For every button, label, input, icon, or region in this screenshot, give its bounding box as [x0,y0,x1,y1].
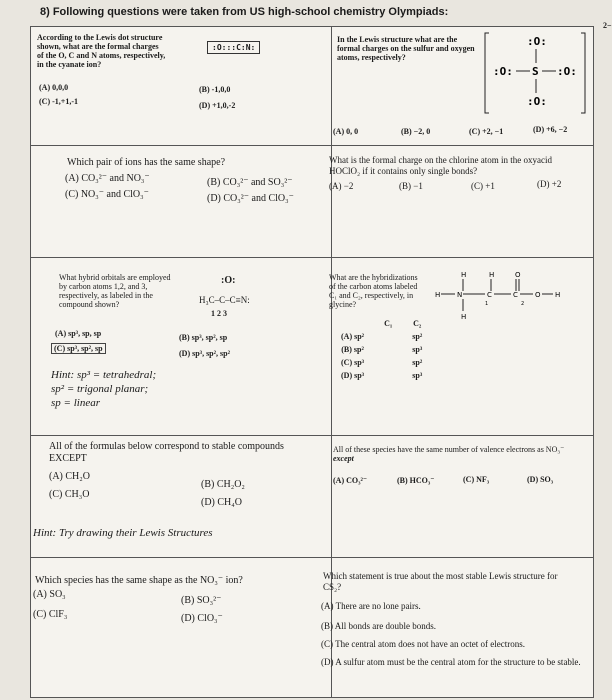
answer-a[interactable]: (A) sp³, sp, sp [55,329,102,338]
oxygen-left: :O: [493,65,513,78]
answer-c[interactable]: (C) +1 [471,181,495,191]
answer-c[interactable]: (C) ClF₃ [33,609,68,620]
question-text [333,445,581,463]
sulfur-center: S [532,65,539,78]
answer-c[interactable]: (C) NO₃⁻ and ClO₃⁻ [65,189,149,200]
answer-b[interactable]: (B) sp³, sp², sp [179,333,228,342]
answer-d[interactable]: (D) SO₃ [527,475,554,484]
svg-text:N: N [457,291,463,299]
svg-text:H: H [461,271,467,279]
svg-text:H: H [489,271,495,279]
hint-sp2: sp² = trigonal planar; [51,383,149,395]
answer-a[interactable]: (A) CH₂O [49,471,90,482]
answer-d[interactable]: (D) A sulfur atom must be the central atom for the structure to be stable. [321,657,581,667]
answer-c[interactable] [331,356,432,369]
row-divider-4 [31,557,593,558]
answer-d[interactable] [331,369,432,382]
structure-carbonyl-oxygen: :O: [221,275,236,286]
answer-c-c1[interactable]: (C) sp³ [341,358,365,367]
answer-a[interactable]: (A) CO₃²⁻ and NO₃⁻ [65,173,150,184]
answer-b-c2[interactable]: sp³ [412,345,423,354]
answer-d[interactable]: (D) +6, −2 [533,125,568,134]
column-c1: C₁ [384,319,393,328]
svg-text:O: O [515,271,521,279]
question-grid [30,21,612,698]
answer-c[interactable]: (C) CH₃O [49,489,90,500]
oxygen-bottom: :O: [527,95,547,108]
answer-c[interactable]: (C) -1,+1,-1 [39,97,78,106]
answer-b-c1[interactable]: (B) sp² [341,345,364,354]
answer-b[interactable]: (B) -1,0,0 [199,85,231,94]
question-text: Which statement is true about the most stable Lewis structure for CS₂? [323,571,558,592]
answer-b[interactable]: (B) −1 [399,181,423,191]
question-text: Which species has the same shape as the NO₃⁻ ion? [35,575,243,586]
structure-atom-labels: 1 2 3 [211,309,227,318]
sulfate-lewis-structure [483,27,591,119]
hint-sp3: Hint: sp³ = tetrahedral; [51,369,157,381]
except-emphasis: except [333,454,354,463]
svg-text:C: C [513,291,518,299]
svg-text:H: H [461,313,467,321]
answer-a[interactable]: (A) 0,0,0 [39,83,69,92]
svg-text:O: O [535,291,541,299]
answer-d[interactable]: (D) sp³, sp², sp² [179,349,230,358]
row-divider-3 [31,435,593,436]
page-title: 8) Following questions were taken from US high-school chemistry Olympiads: [40,6,449,18]
svg-text:H: H [555,291,561,299]
answer-c[interactable]: (C) +2, −1 [469,127,504,136]
answer-d[interactable]: (D) +1,0,-2 [199,101,236,110]
answer-c[interactable]: (C) The central atom does not have an octet of electrons. [321,639,526,649]
question-main-text: All of these species have the same number of valence electrons as NO₃⁻ [333,445,565,454]
answer-a[interactable]: (A) CO₃²⁻ [333,476,368,485]
question-text: In the Lewis structure what are the formal charges on the sulfur and oxygen atoms, respectively? [337,35,475,62]
svg-text:C: C [487,291,492,299]
answer-b[interactable]: (B) CO₃²⁻ and SO₃²⁻ [207,177,293,188]
answer-a[interactable] [331,330,432,343]
row-divider-1 [31,145,593,146]
answer-d[interactable]: (D) ClO₃⁻ [181,613,223,624]
answer-d[interactable]: (D) CH₄O [201,497,242,508]
answer-b[interactable]: (B) SO₃²⁻ [181,595,222,606]
question-text: According to the Lewis dot structure shown, what are the formal charges of the O, C and N atoms, respectively, in the cyanate ion? [37,33,166,69]
answer-a-c1[interactable]: (A) sp² [341,332,365,341]
answer-a[interactable]: (A) 0, 0 [333,127,359,136]
row-divider-2 [31,257,593,258]
lewis-structure-cyanate: :O:::C:N: [207,41,260,54]
question-text: All of the formulas below correspond to stable compounds EXCEPT [49,441,284,464]
question-text: What is the formal charge on the chlorine atom in the oxyacid HOClO₂ if it contains only single bonds? [329,155,553,176]
structure-chain: H₃C–C–C≡N: [199,295,250,305]
glycine-structure [429,267,569,323]
question-text: What are the hybridizations of the carbon atoms labeled C₁ and C₂, respectively, in glycine? [329,273,418,309]
answer-d[interactable]: (D) CO₃²⁻ and ClO₃⁻ [207,193,294,204]
answer-b[interactable]: (B) HCO₃⁻ [397,476,435,485]
question-text: What hybrid orbitals are employed by carbon atoms 1,2, and 3, respectively, as labeled in the compound shown? [59,273,171,309]
answer-a[interactable]: (A) There are no lone pairs. [321,601,421,611]
svg-text:H: H [435,291,441,299]
answer-d[interactable]: (D) +2 [537,179,562,189]
answer-b[interactable] [331,343,432,356]
question-text: Which pair of ions has the same shape? [67,157,226,168]
ion-charge: 2− [603,21,612,30]
answer-d-c1[interactable]: (D) sp³ [341,371,365,380]
answer-c-c2[interactable]: sp² [412,358,423,367]
answer-c[interactable]: (C) sp³, sp², sp [51,343,106,354]
answer-d-c2[interactable]: sp³ [412,371,423,380]
glycine-answer-table [331,317,432,382]
answer-b[interactable]: (B) −2, 0 [401,127,431,136]
answer-c[interactable]: (C) NF₃ [463,475,490,484]
answer-a[interactable]: (A) SO₃ [33,589,66,600]
svg-text:1: 1 [485,301,489,307]
answer-b[interactable]: (B) All bonds are double bonds. [321,621,436,631]
hint-sp: sp = linear [51,397,100,409]
svg-text:2: 2 [521,301,525,307]
oxygen-right: :O: [557,65,577,78]
hint-lewis: Hint: Try drawing their Lewis Structures [33,527,213,539]
column-c2: C₂ [413,319,422,328]
answer-a[interactable]: (A) −2 [329,181,354,191]
answer-a-c2[interactable]: sp² [412,332,423,341]
answer-b[interactable]: (B) CH₂O₂ [201,479,245,490]
oxygen-top: :O: [527,35,547,48]
